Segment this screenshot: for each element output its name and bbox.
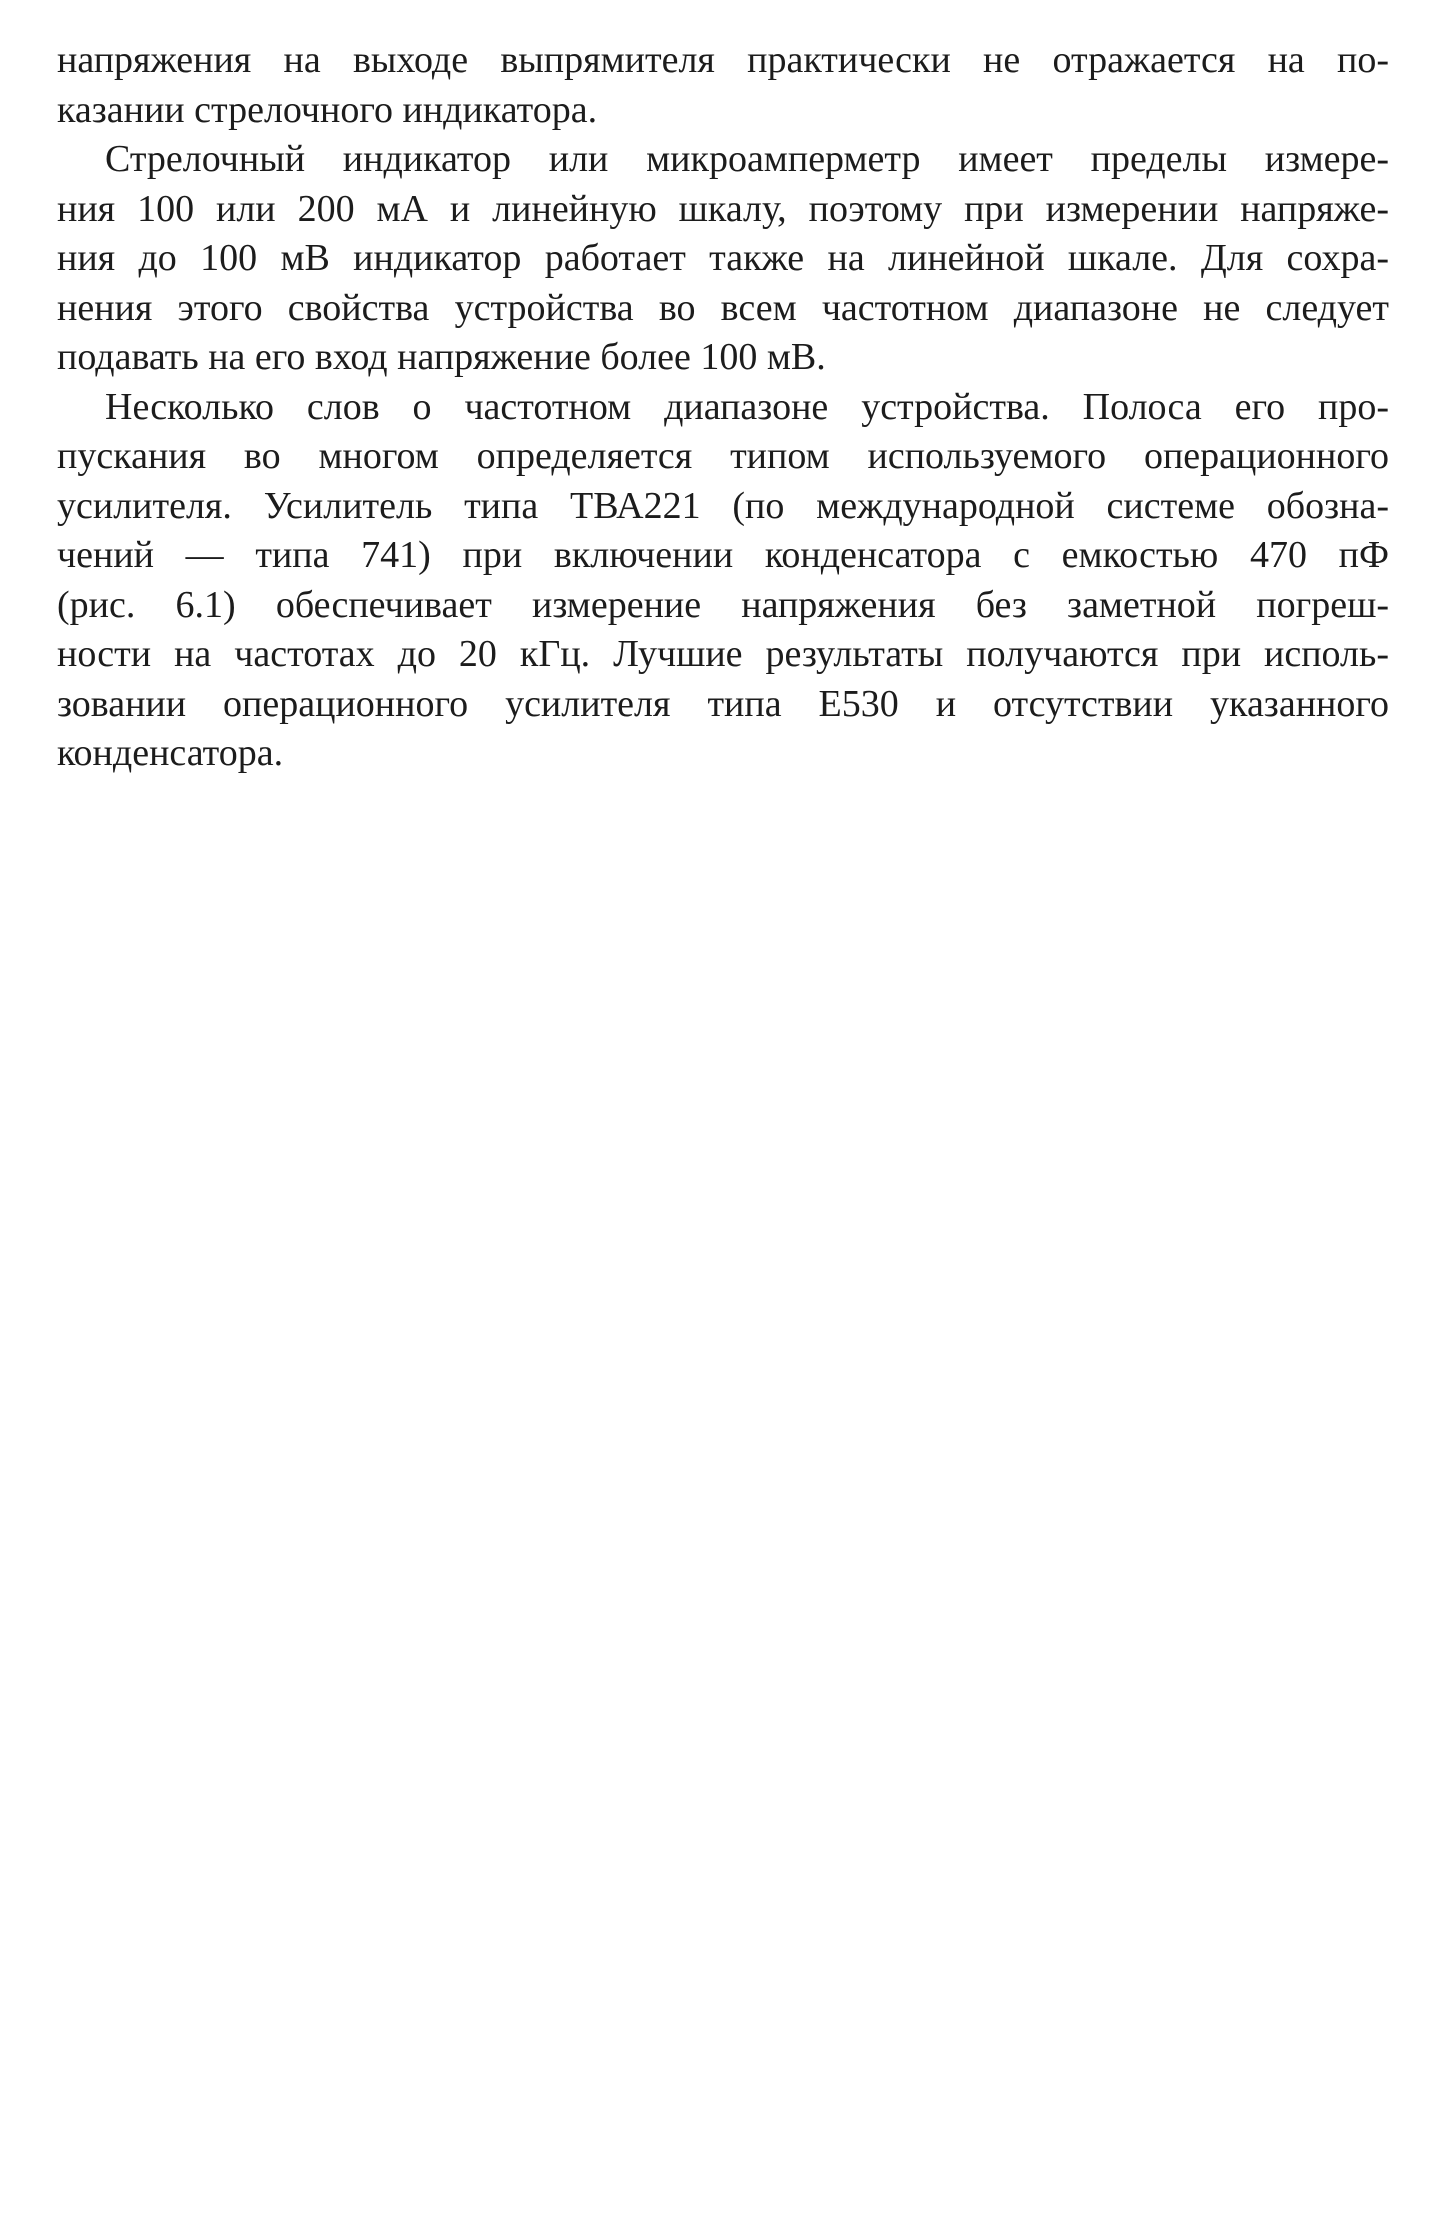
text-line: Несколько слов о частотном диапазоне устройства. Полоса его про- [105, 385, 1389, 428]
text-line: нения этого свойства устройства во всем частотном диапазоне не следует [57, 286, 1389, 329]
text-line: ния до 100 мВ индикатор работает также на линейной шкале. Для сохра- [57, 237, 1389, 279]
text-line: усилителя. Усилитель типа ТВА221 (по международной системе обозна- [57, 484, 1389, 527]
document-page [57, 36, 1389, 779]
paragraph-1 [57, 36, 1389, 135]
paragraph-2 [57, 135, 1389, 383]
text-line: ния 100 или 200 мА и линейную шкалу, поэтому при измерении напряже- [57, 187, 1389, 230]
text-line: конденсатора. [57, 732, 284, 774]
text-line: зовании операционного усилителя типа Е530 и отсутствии указанного [57, 682, 1389, 725]
paragraph-3 [57, 383, 1389, 779]
text-line: ности на частотах до 20 кГц. Лучшие результаты получаются при исполь- [57, 633, 1389, 675]
text-line: пускания во многом определяется типом используемого операционного [57, 435, 1389, 477]
text-line: казании стрелочного индикатора. [57, 88, 598, 131]
text-line: Стрелочный индикатор или микроамперметр имеет пределы измере- [105, 138, 1389, 180]
text-line: (рис. 6.1) обеспечивает измерение напряжения без заметной погреш- [57, 583, 1389, 626]
text-line: напряжения на выходе выпрямителя практически не отражается на по- [57, 39, 1389, 81]
text-line: подавать на его вход напряжение более 100 мВ. [57, 336, 826, 378]
text-line: чений — типа 741) при включении конденсатора с емкостью 470 пФ [57, 534, 1389, 576]
